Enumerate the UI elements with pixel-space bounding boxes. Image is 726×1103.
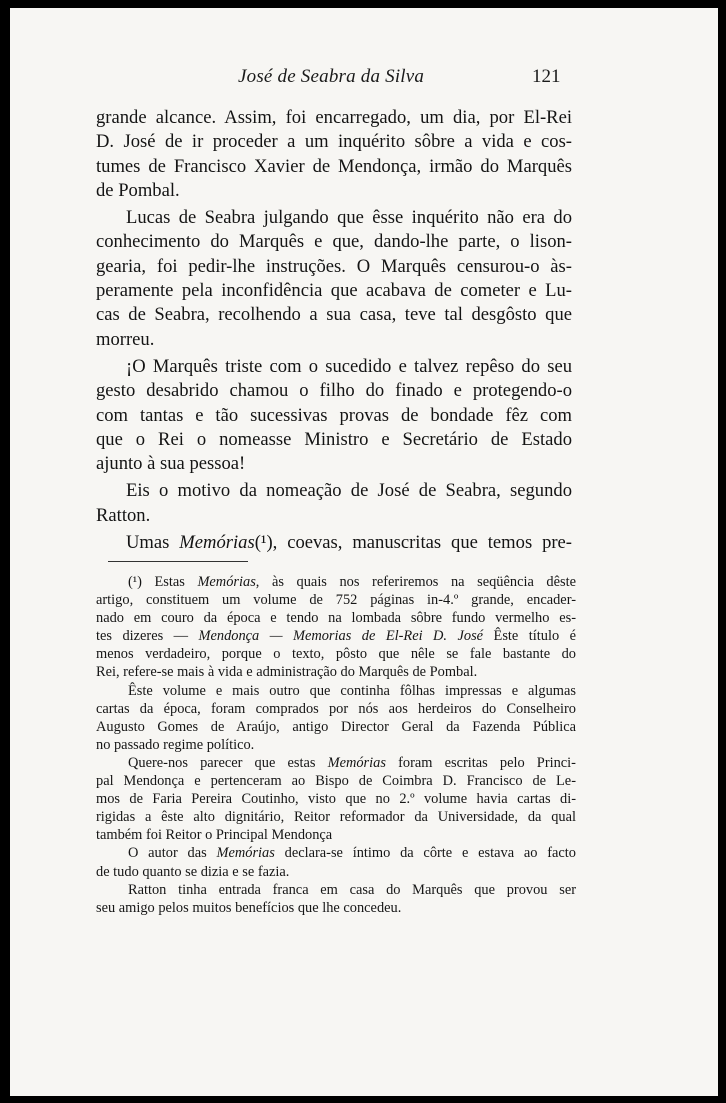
text-line: D. José de ir proceder a um inquérito sôbre a vida e cos- (96, 131, 572, 153)
paragraph-2 (96, 206, 572, 352)
text-line: de tudo quanto se dizia e se fazia. (96, 863, 290, 880)
text-run: O autor das (128, 845, 217, 862)
text-run: (¹) Estas (128, 574, 198, 590)
text-line (96, 844, 576, 862)
text-run: foram escritas pelo Princi- (385, 754, 576, 771)
footnote-paragraph-1 (96, 573, 576, 682)
text-line: nado em couro da época e tendo na lombada sôbre fundo vermelho es- (96, 610, 576, 627)
text-line (96, 573, 576, 591)
text-line: Lucas de Seabra julgando que êsse inquérito não era do (126, 207, 572, 229)
text-line: também foi Reitor o Principal Mendonça (96, 827, 333, 844)
italic-title: Memórias (179, 532, 255, 554)
text-line: no passado regime político. (96, 736, 255, 753)
paragraph-4 (96, 479, 572, 528)
footnote-reference: (¹) (254, 532, 273, 554)
text-run: tes dizeres — (96, 628, 199, 645)
text-line: tumes de Francisco Xavier de Mendonça, irmão do Marquês (96, 155, 572, 177)
footnotes (96, 573, 576, 917)
text-run: Êste título é (483, 628, 577, 645)
italic-title: Memórias (327, 754, 386, 771)
text-line: de Pombal. (96, 179, 180, 201)
text-line: cas de Seabra, recolhendo a sua casa, teve tal desgôsto que (96, 304, 572, 326)
italic-title: Memórias (197, 574, 256, 590)
book-page (10, 8, 718, 1096)
text-line: Rei, refere-se mais à vida e administração do Marquês de Pombal. (96, 664, 478, 681)
text-run: Quere-nos parecer que estas (128, 754, 328, 771)
page-header (10, 66, 718, 96)
text-line (96, 627, 576, 645)
text-run: , coevas, manuscritas que temos pre- (272, 532, 572, 554)
paragraph-1 (96, 106, 572, 203)
footnote-paragraph-4 (96, 844, 576, 880)
paragraph-5 (96, 531, 572, 555)
text-line: Augusto Gomes de Araújo, antigo Director Geral da Fazenda Pública (96, 718, 576, 735)
text-line: grande alcance. Assim, foi encarregado, um dia, por El-Rei (96, 107, 572, 128)
running-title: José de Seabra da Silva (238, 66, 425, 87)
text-line: que o Rei o nomeasse Ministro e Secretário de Estado (96, 428, 572, 450)
text-line: gearia, foi pedir-lhe instruções. O Marquês censurou-o às- (96, 255, 572, 277)
text-run: declara-se íntimo da côrte e estava ao facto (274, 845, 577, 862)
text-line: ¡O Marquês triste com o sucedido e talvez repêso do seu (126, 355, 572, 377)
text-line: gesto desabrido chamou o filho do finado e protegendo-o (96, 380, 572, 402)
text-line: artigo, constituem um volume de 752 páginas in-4.º grande, encader- (96, 592, 576, 609)
text-line: morreu. (96, 328, 155, 350)
text-line: Ratton tinha entrada franca em casa do Marquês que provou ser (128, 881, 576, 898)
text-line: ajunto à sua pessoa! (96, 453, 246, 475)
text-line: rigidas a êste alto dignitário, Reitor reformador da Universidade, da qual (96, 809, 576, 826)
text-line: seu amigo pelos muitos benefícios que lhe concedeu. (96, 899, 402, 916)
italic-title: Memórias (216, 845, 275, 862)
text-line: pal Mendonça e pertenceram ao Bispo de Coimbra D. Francisco de Le- (96, 773, 576, 790)
text-run: Umas (126, 532, 180, 554)
text-line: peramente pela inconfidência que acabava de cometer e Lu- (96, 280, 572, 302)
text-line: com tantas e tão sucessivas provas de bondade fêz com (96, 404, 572, 426)
footnote-paragraph-2 (96, 682, 576, 754)
footnote-paragraph-5 (96, 881, 576, 917)
italic-title: Mendonça — Memorias de El-Rei D. José (198, 628, 484, 645)
main-text (96, 106, 572, 555)
footnote-separator (108, 561, 248, 562)
text-line: Eis o motivo da nomeação de José de Seabra, segundo (126, 480, 572, 502)
text-line: conhecimento do Marquês e que, dando-lhe parte, o lison- (96, 231, 572, 253)
text-line: mos de Faria Pereira Coutinho, visto que no 2.º volume havia cartas di- (96, 791, 576, 808)
text-line (96, 531, 572, 555)
footnote-paragraph-3 (96, 754, 576, 844)
text-line: Ratton. (96, 504, 151, 526)
text-line (96, 754, 576, 772)
text-run: , às quais nos referiremos na seqüência dêste (255, 574, 576, 590)
text-line: menos verdadeiro, porque o texto, pôsto que nêle se fale bastante do (96, 646, 576, 663)
text-line: Êste volume e mais outro que continha fôlhas impressas e algumas (128, 682, 576, 699)
paragraph-3 (96, 355, 572, 476)
page-number: 121 (532, 66, 561, 87)
text-line: cartas da época, foram comprados por nós aos herdeiros do Conselheiro (96, 700, 576, 717)
